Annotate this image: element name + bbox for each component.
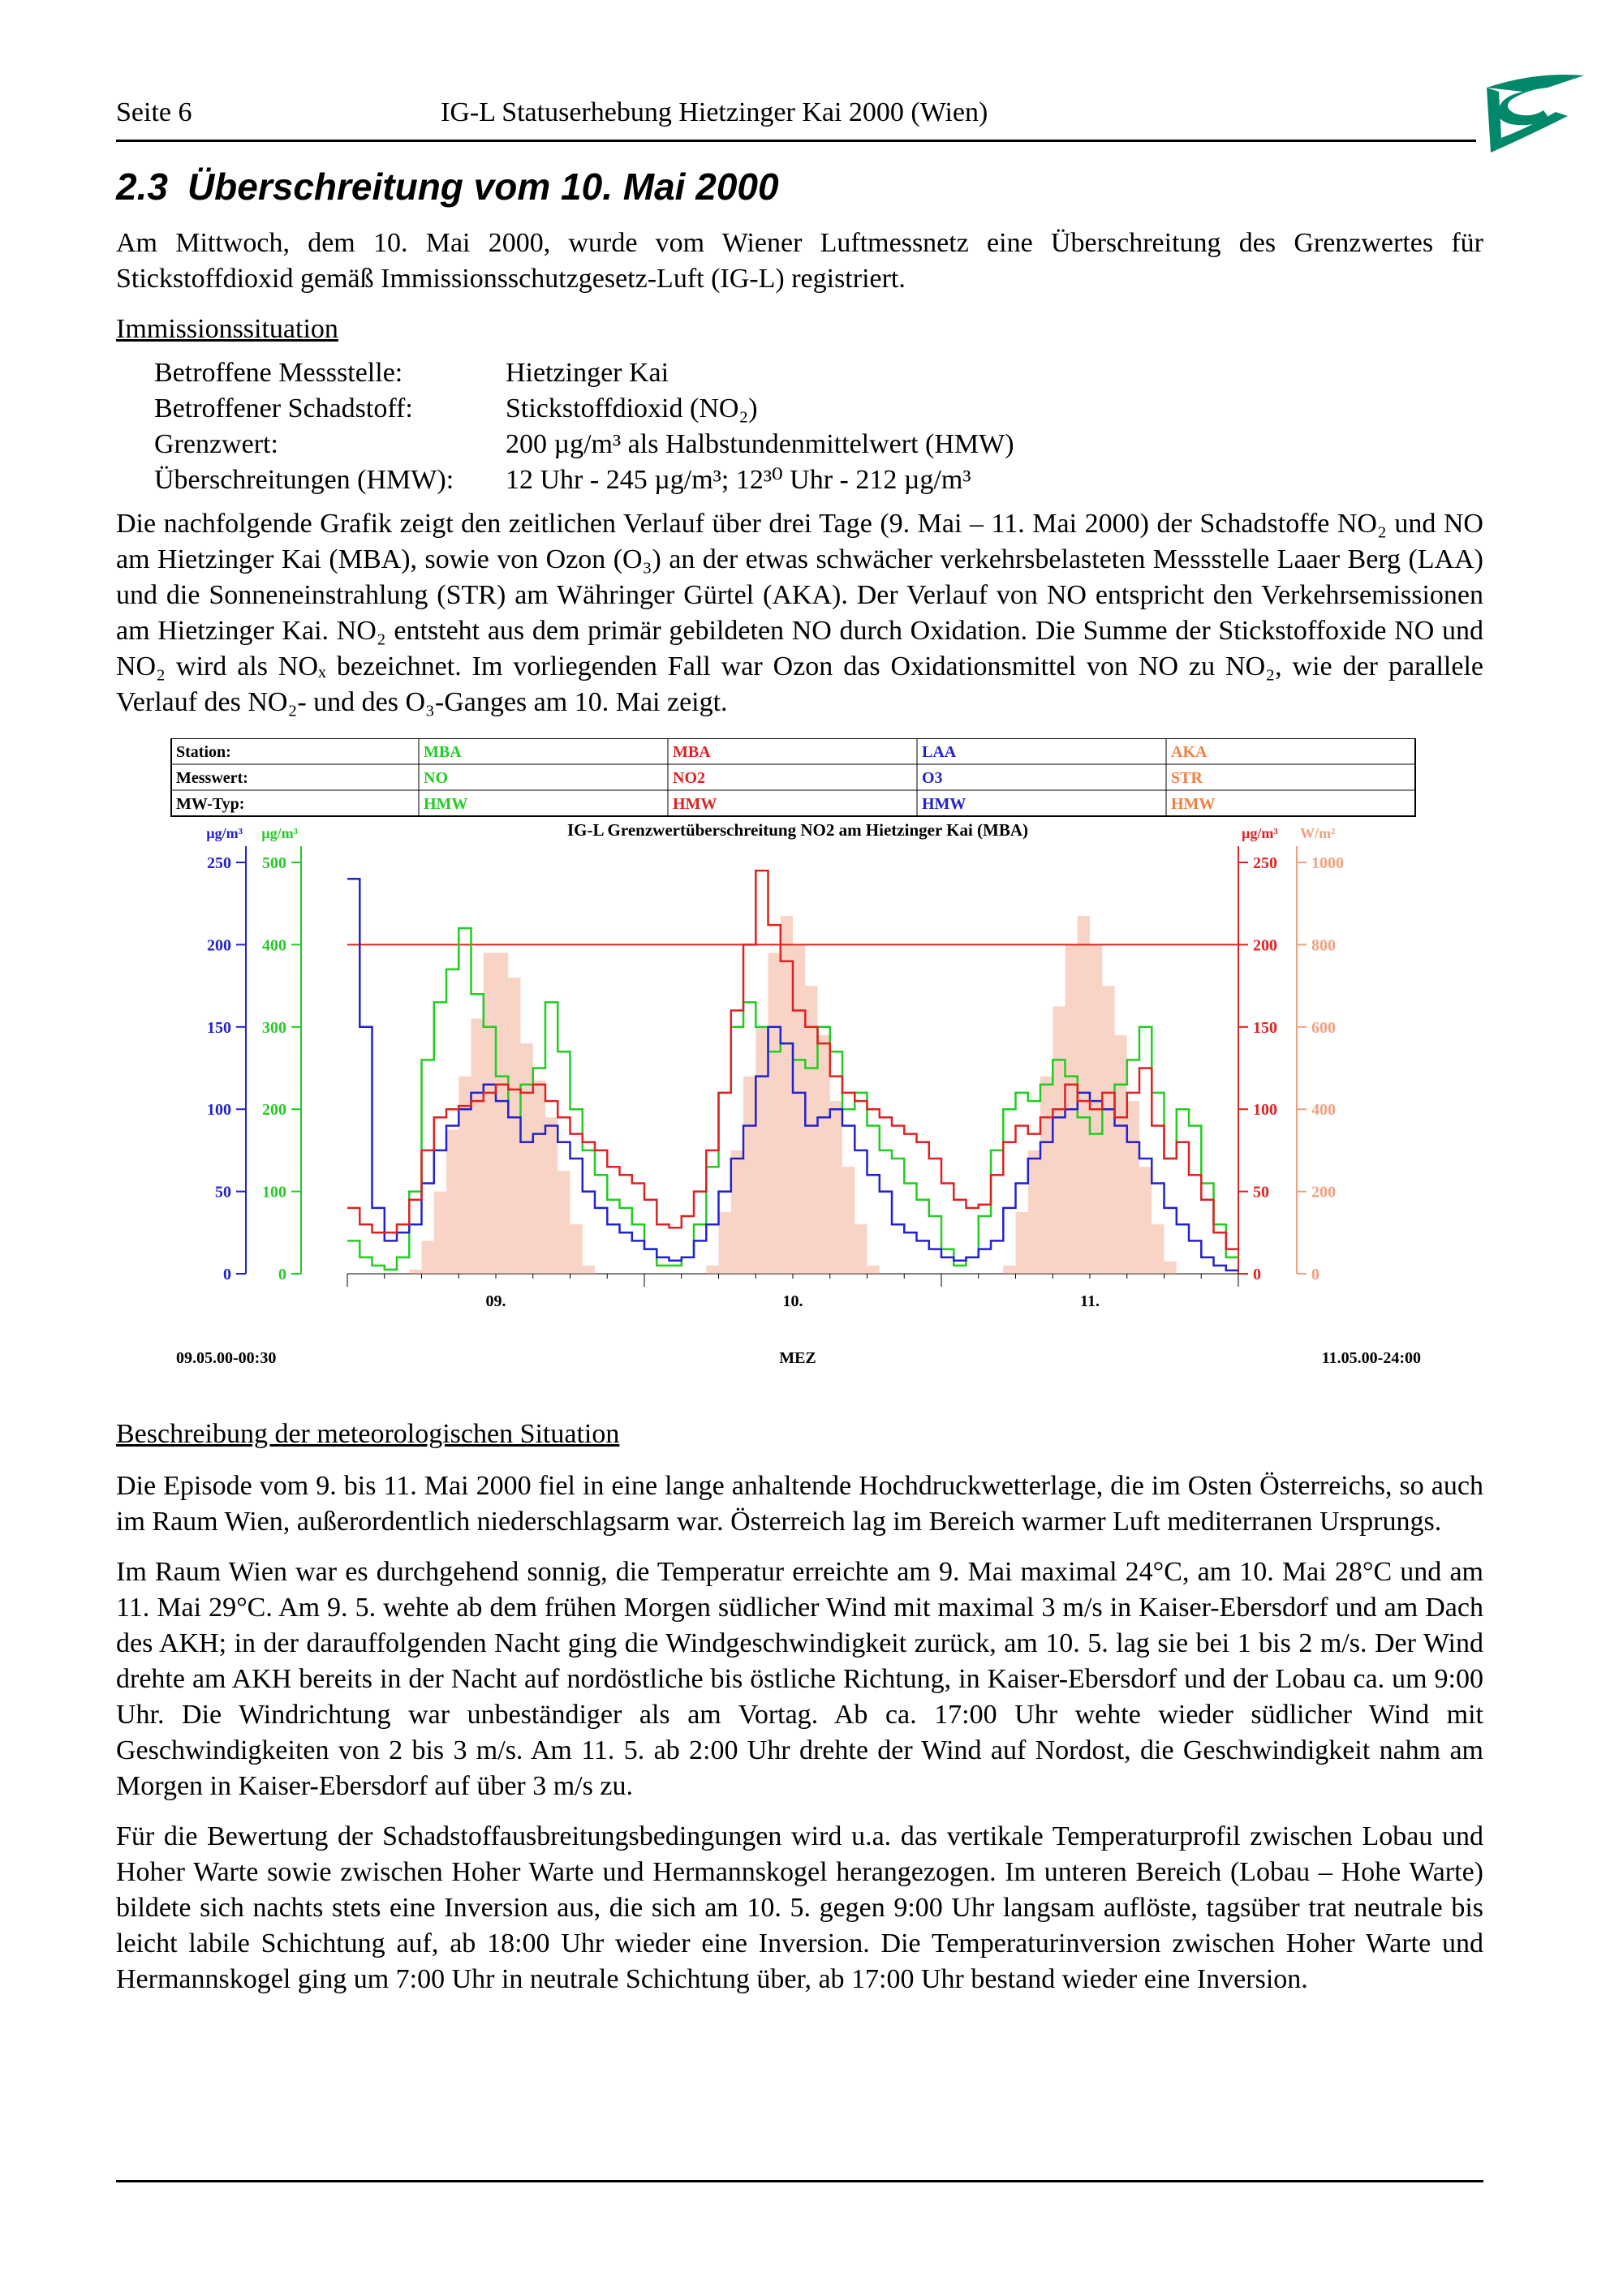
str-bar — [1078, 916, 1090, 1274]
legend-cell: HMW — [424, 795, 468, 813]
axis-tick-label: 0 — [1311, 1266, 1319, 1283]
running-title: IG-L Statuserhebung Hietzinger Kai 2000 (Wien) — [441, 97, 988, 127]
axis-tick-label: 400 — [262, 936, 286, 955]
str-bar — [533, 1081, 545, 1274]
axis-tick-label: 100 — [207, 1101, 231, 1120]
axis-tick-label: 50 — [215, 1183, 231, 1202]
axis-unit: µg/m³ — [1242, 825, 1278, 841]
str-bar — [768, 953, 781, 1274]
immission-key: Betroffene Messstelle: — [154, 358, 403, 388]
str-bar — [731, 1150, 743, 1274]
immission-value: 12 Uhr - 245 µg/m³; 12³⁰ Uhr - 212 µg/m³ — [506, 465, 971, 495]
axis-tick-label: 200 — [1253, 936, 1277, 955]
str-bar — [1028, 1150, 1040, 1274]
legend-header: Station: — [176, 743, 231, 761]
str-bar — [545, 1117, 558, 1274]
chart-title: IG-L Grenzwertüberschreitung NO2 am Hietzinger Kai (MBA) — [566, 820, 1029, 840]
str-bar — [1127, 1101, 1139, 1274]
immission-row — [154, 391, 1483, 427]
logo-icon — [1479, 63, 1592, 161]
str-bar — [1165, 1262, 1177, 1274]
str-bar — [1152, 1224, 1164, 1274]
axis-tick-label: 100 — [1253, 1101, 1277, 1120]
page-content — [116, 162, 1483, 2006]
legend-cell: NO — [424, 769, 448, 787]
section-title: Überschreitung vom 10. Mai 2000 — [187, 166, 779, 208]
axis-tick-label: 250 — [1253, 854, 1277, 872]
x-axis-label: MEZ — [779, 1349, 816, 1367]
str-bar — [422, 1240, 434, 1274]
str-bar — [471, 1019, 484, 1274]
section-number: 2.3 — [116, 166, 168, 208]
axis-unit: µg/m³ — [206, 825, 243, 841]
str-bar — [521, 1043, 533, 1274]
meteo-paragraph: Für die Bewertung der Schadstoffausbreitungsbedingungen wird u.a. das vertikale Temperaturprofil zwischen Lobau und Hoher Warte sowie zwischen Hoher Warte und Hermannskogel herangezogen. Im unteren Bereich (Lobau – Hohe Warte) bildete sich nachts stets eine Inversion aus, die sich am 10. 5. gegen 9:00 Uhr langsam auflöste, tagsüber trat neutrale bis leicht labile Schichtung auf, ab 18:00 Uhr wieder eine Inversion. Die Temperaturinversion zwischen Hoher Warte und Hermannskogel ging um 7:00 Uhr in neutrale Schichtung über, ab 17:00 Uhr bestand wieder eine Inversion. — [116, 1821, 1483, 1994]
str-bar — [1102, 986, 1114, 1274]
str-bar — [434, 1192, 446, 1274]
immission-row — [154, 355, 1483, 391]
legend-table-border — [171, 738, 1415, 816]
str-bar — [570, 1224, 583, 1274]
axis-tick-label: 150 — [1253, 1018, 1277, 1037]
axis-tick-label: 800 — [1311, 936, 1336, 955]
str-bar — [842, 1167, 855, 1274]
str-bar — [1040, 1077, 1053, 1274]
immission-value: 200 µg/m³ als Halbstundenmittelwert (HMW) — [506, 429, 1014, 459]
page-header — [116, 97, 1476, 142]
str-bar — [719, 1212, 731, 1274]
axis-tick-label: 0 — [1253, 1266, 1261, 1283]
immission-table — [154, 355, 1483, 498]
axis-tick-label: 200 — [1311, 1183, 1336, 1202]
str-bar — [508, 978, 520, 1274]
axis-tick-label: 500 — [262, 854, 286, 872]
str-bar — [1016, 1212, 1028, 1274]
immission-key: Betroffener Schadstoff: — [154, 393, 413, 424]
legend-cell: O3 — [922, 769, 943, 787]
axis-tick-label: 600 — [1311, 1018, 1336, 1037]
x-day-label: 10. — [782, 1292, 803, 1310]
legend-header: MW-Typ: — [176, 795, 245, 813]
axis-tick-label: 0 — [278, 1266, 286, 1283]
str-bar — [830, 1101, 842, 1274]
str-bar — [805, 986, 817, 1274]
meteo-heading: Beschreibung der meteorologischen Situation — [116, 1419, 620, 1449]
legend-cell: MBA — [673, 743, 711, 761]
str-bar — [793, 944, 805, 1274]
str-bar — [484, 953, 496, 1274]
section-heading — [116, 162, 1483, 211]
axis-unit: W/m² — [1300, 825, 1336, 841]
immission-value: Stickstoffdioxid (NO₂) — [506, 393, 758, 424]
str-bar — [496, 953, 508, 1274]
legend-cell: STR — [1171, 769, 1203, 787]
legend-cell: LAA — [922, 743, 957, 761]
axis-tick-label: 50 — [1253, 1183, 1269, 1202]
legend-header: Messwert: — [176, 769, 248, 787]
immission-key: Grenzwert: — [154, 429, 278, 459]
str-bar — [1003, 1266, 1015, 1274]
chart-description: Die nachfolgende Grafik zeigt den zeitlichen Verlauf über drei Tage (9. Mai – 11. Mai 2000) der Schadstoffe NO₂ und NO am Hietzinger Kai (MBA), sowie von Ozon (O₃) an der etwas schwächer verkehrsbelasteten Messstelle Laaer Berg (LAA) und die Sonneneinstrahlung (STR) am Währinger Gürtel (AKA). Der Verlauf von NO entspricht den Verkehrsemissionen am Hietzinger Kai. NO₂ entsteht aus dem primär gebildeten NO durch Oxidation. Die Summe der Stickstoffoxide NO und NO₂ wird als NOₓ bezeichnet. Im vorliegenden Fall war Ozon das Oxidationsmittel von NO zu NO₂, wie der parallele Verlauf des NO₂- und des O₃-Ganges am 10. Mai zeigt. — [116, 509, 1483, 717]
str-bar — [743, 1077, 756, 1274]
axis-tick-label: 200 — [207, 936, 231, 955]
str-bar — [409, 1270, 421, 1274]
axis-tick-label: 100 — [262, 1183, 286, 1202]
str-bar — [781, 916, 793, 1274]
intro-paragraph: Am Mittwoch, dem 10. Mai 2000, wurde vom Wiener Luftmessnetz eine Überschreitung des Grenzwertes für Stickstoffdioxid gemäß Immissionsschutzgesetz-Luft (IG-L) registriert. — [116, 228, 1483, 294]
str-bar — [756, 1027, 768, 1274]
str-bar — [558, 1171, 570, 1274]
immission-heading: Immissionssituation — [116, 314, 338, 344]
immission-row — [154, 462, 1483, 498]
str-bar — [583, 1266, 595, 1274]
legend-cell: HMW — [1171, 795, 1216, 813]
immission-key: Überschreitungen (HMW): — [154, 465, 454, 495]
legend-cell: MBA — [424, 743, 462, 761]
axis-tick-label: 0 — [223, 1266, 231, 1283]
axis-tick-label: 400 — [1311, 1101, 1336, 1120]
str-bar — [855, 1224, 867, 1274]
legend-cell: AKA — [1171, 743, 1208, 761]
str-bar — [818, 1035, 830, 1274]
x-end-label: 11.05.00-24:00 — [1321, 1349, 1421, 1367]
axis-tick-label: 300 — [262, 1018, 286, 1037]
meteo-paragraph: Die Episode vom 9. bis 11. Mai 2000 fiel in eine lange anhaltende Hochdruckwetterlage, die im Osten Österreichs, so auch im Raum Wien, außerordentlich niederschlagsarm war. Österreich lag im Bereich warmer Luft mediterranen Ursprungs. — [116, 1471, 1483, 1537]
axis-unit: µg/m³ — [261, 825, 298, 841]
legend-cell: HMW — [922, 795, 966, 813]
x-start-label: 09.05.00-00:30 — [176, 1349, 277, 1367]
axis-tick-label: 150 — [207, 1018, 231, 1037]
str-bar — [1053, 1006, 1065, 1274]
str-bar — [1115, 1035, 1127, 1274]
legend-cell: HMW — [673, 795, 717, 813]
legend-cell: NO2 — [673, 769, 705, 787]
immission-row — [154, 427, 1483, 462]
axis-tick-label: 1000 — [1311, 854, 1344, 872]
meteo-paragraph: Im Raum Wien war es durchgehend sonnig, die Temperatur erreichte am 9. Mai maximal 24°C, am 10. Mai 28°C und am 11. Mai 29°C. Am 9. 5. wehte ab dem frühen Morgen südlicher Wind mit maximal 3 m/s in Kaiser-Ebersdorf und am Dach des AKH; in der darauffolgenden Nacht ging die Windgeschwindigkeit zurück, am 10. 5. lag sie bei 1 bis 2 m/s. Der Wind drehte am AKH bereits in der Nacht auf nordöstliche bis östliche Richtung, in Kaiser-Ebersdorf und der Lobau ca. um 9:00 Uhr. Die Windrichtung war unbeständiger als am Vortag. Ab ca. 17:00 Uhr wehte wieder südlicher Wind mit Geschwindigkeiten von 2 bis 3 m/s. Am 11. 5. ab 2:00 Uhr drehte der Wind auf Nordost, die Geschwindigkeit nahm am Morgen in Kaiser-Ebersdorf auf über 3 m/s zu. — [116, 1557, 1483, 1801]
pollution-chart — [116, 738, 1479, 1395]
str-bar — [446, 1130, 458, 1274]
immission-value: Hietzinger Kai — [506, 358, 669, 388]
str-bar — [706, 1266, 718, 1274]
x-day-label: 09. — [485, 1292, 506, 1310]
str-bar — [1139, 1167, 1152, 1274]
chart-svg — [116, 738, 1479, 1395]
axis-tick-label: 200 — [262, 1101, 286, 1120]
x-day-label: 11. — [1080, 1292, 1100, 1310]
str-bar — [867, 1266, 880, 1274]
footer-rule — [116, 2180, 1483, 2182]
axis-tick-label: 250 — [207, 854, 231, 872]
page-number: Seite 6 — [116, 97, 192, 127]
